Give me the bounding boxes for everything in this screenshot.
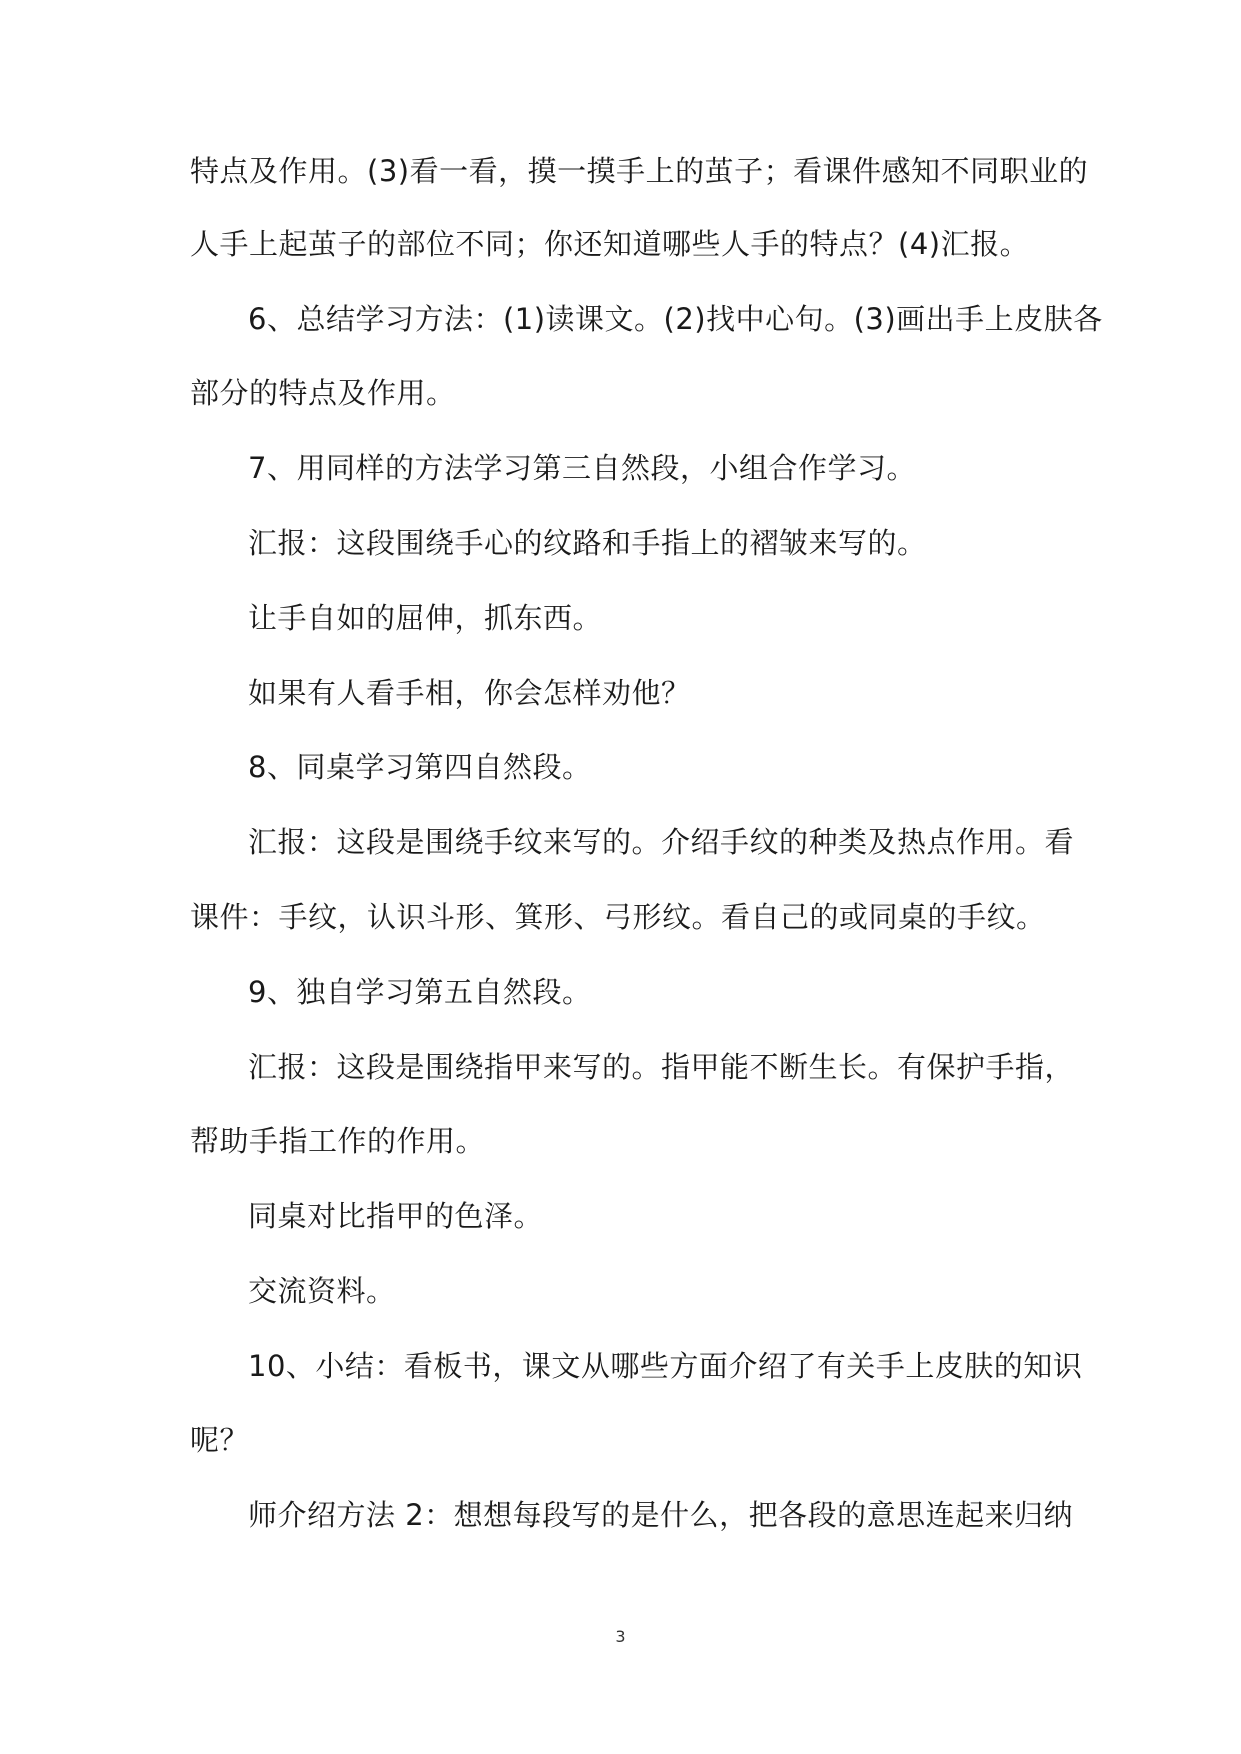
text-line: 8、同桌学习第四自然段。 [248, 750, 592, 784]
text-line: 汇报：这段是围绕指甲来写的。指甲能不断生长。有保护手指， [248, 1050, 1075, 1084]
text-line: 交流资料。 [248, 1274, 396, 1308]
text-line: 汇报：这段是围绕手纹来写的。介绍手纹的种类及热点作用。看 [248, 825, 1075, 859]
text-line: 如果有人看手相，你会怎样劝他？ [248, 676, 691, 710]
text-line: 同桌对比指甲的色泽。 [248, 1199, 544, 1233]
text-line: 特点及作用。(3)看一看，摸一摸手上的茧子；看课件感知不同职业的 [190, 154, 1089, 188]
page-number: 3 [615, 1627, 626, 1646]
text-line: 10、小结：看板书，课文从哪些方面介绍了有关手上皮肤的知识 [248, 1349, 1083, 1383]
text-line: 让手自如的屈伸，抓东西。 [248, 601, 603, 635]
text-line: 人手上起茧子的部位不同；你还知道哪些人手的特点？(4)汇报。 [190, 227, 1030, 261]
text-line: 师介绍方法 2：想想每段写的是什么，把各段的意思连起来归纳 [248, 1498, 1074, 1532]
text-line: 汇报：这段围绕手心的纹路和手指上的褶皱来写的。 [248, 526, 927, 560]
text-line: 部分的特点及作用。 [190, 376, 456, 410]
text-line: 课件：手纹，认识斗形、箕形、弓形纹。看自己的或同桌的手纹。 [190, 900, 1046, 934]
text-line: 6、总结学习方法：(1)读课文。(2)找中心句。(3)画出手上皮肤各 [248, 302, 1103, 336]
text-line: 呢？ [190, 1423, 250, 1457]
text-line: 9、独自学习第五自然段。 [248, 975, 592, 1009]
text-line: 7、用同样的方法学习第三自然段，小组合作学习。 [248, 451, 916, 485]
text-line: 帮助手指工作的作用。 [190, 1124, 486, 1158]
